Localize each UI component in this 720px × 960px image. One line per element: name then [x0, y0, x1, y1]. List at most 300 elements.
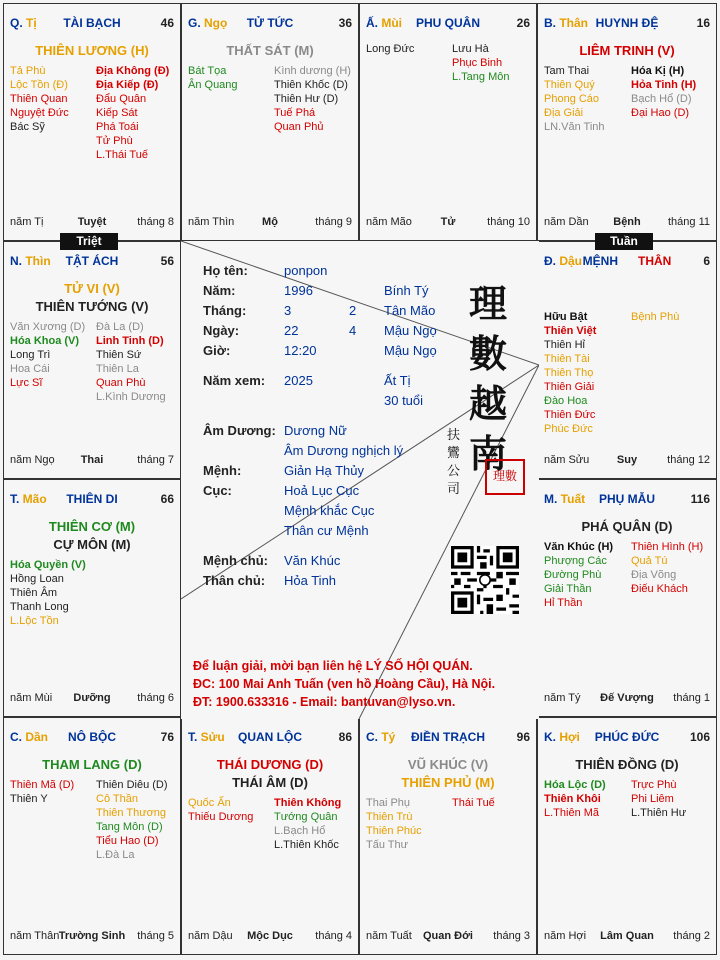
palace-thin[interactable] — [3, 241, 181, 479]
minor-star: L.Thiên Hư — [631, 807, 687, 819]
tuan-badge: Tuần — [595, 233, 653, 250]
palace-header — [544, 254, 710, 270]
palace-footer — [188, 216, 352, 230]
cuc-note-2: Thân cư Mệnh — [284, 523, 369, 538]
minor-star: Thiên Sứ — [96, 349, 142, 361]
palace-month: tháng 4 — [315, 930, 352, 942]
palace-year: năm Tuất — [366, 930, 412, 942]
minor-star: Thiên Quan — [10, 93, 68, 105]
minor-star: Bác Sỹ — [10, 121, 45, 133]
main-star: THAM LANG (D) — [42, 757, 142, 772]
year-value: 1996 — [284, 283, 313, 298]
palace-year: năm Mùi — [10, 692, 53, 704]
menh-chu-value: Văn Khúc — [284, 553, 341, 568]
palace-footer — [10, 692, 174, 706]
year-label: Năm: — [203, 283, 236, 298]
month-lunar: 2 — [349, 303, 357, 318]
star-list-left — [10, 320, 85, 390]
minor-star: Thiên Diêu (D) — [96, 779, 168, 791]
palace-prefix: K. — [544, 730, 560, 744]
star-list-right — [274, 796, 341, 852]
palace-branch: Hợi — [559, 730, 580, 744]
minor-star: Thiên Quý — [544, 79, 595, 91]
palace-footer — [544, 454, 710, 468]
palace-header — [544, 16, 710, 32]
minor-star: LN.Văn Tinh — [544, 121, 605, 133]
palace-age: 46 — [160, 16, 174, 30]
main-star: PHÁ QUÂN (D) — [581, 519, 673, 534]
minor-star: Thiên Trù — [366, 811, 413, 823]
main-star: THIÊN PHỦ (M) — [401, 775, 495, 790]
palace-age: 56 — [160, 254, 174, 268]
minor-star: Lưu Hà — [452, 43, 489, 55]
contact-phone-email: ĐT: 1900.633316 - Email: bantuvan@lyso.vn. — [193, 695, 456, 709]
minor-star: Quan Phù — [96, 377, 146, 389]
triet-badge: Triệt — [60, 233, 118, 250]
palace-header — [544, 492, 710, 508]
minor-star: L.Kình Dương — [96, 391, 166, 403]
minor-star: Lực Sĩ — [10, 377, 43, 389]
palace-prefix: T. — [188, 730, 201, 744]
cuc-note-1: Mệnh khắc Cục — [284, 503, 375, 518]
than-chu-label: Thân chủ: — [203, 573, 266, 588]
palace-branch: Thân — [559, 16, 589, 30]
minor-star: Hóa Kị (H) — [631, 65, 685, 77]
minor-star: Hóa Khoa (V) — [10, 335, 80, 347]
palace-header — [10, 492, 174, 508]
minor-star: Bát Tọa — [188, 65, 227, 77]
minor-star: Thiên La — [96, 363, 139, 375]
contact-address: ĐC: 100 Mai Anh Tuấn (ven hồ Hoàng Cầu), Hà Nội. — [193, 677, 496, 691]
palace-header — [10, 730, 174, 746]
menh-label: Mệnh: — [203, 463, 242, 478]
main-stars — [538, 518, 716, 536]
minor-star: Cô Thần — [96, 793, 138, 805]
main-star: THÁI DƯƠNG (D) — [216, 757, 324, 772]
palace-header — [544, 730, 710, 746]
main-star: THẤT SÁT (M) — [226, 43, 314, 58]
palace-stage: Quan Đới — [423, 930, 473, 942]
star-list-left — [10, 778, 74, 806]
palace-stage: Đế Vượng — [600, 692, 654, 704]
palace-prefix: G. — [188, 16, 205, 30]
palace-name: TÀI BẠCH — [63, 16, 121, 30]
minor-star: Địa Không (Đ) — [96, 65, 170, 77]
am-duong-note: Âm Dương nghịch lý — [284, 443, 404, 458]
minor-star: Thiên Khôi — [544, 793, 601, 805]
minor-star: Thiên Mã (D) — [10, 779, 75, 791]
palace-age: 76 — [160, 730, 174, 744]
palace-header — [188, 16, 352, 32]
palace-branch: Sửu — [200, 730, 225, 744]
minor-star: Thiên Hư (D) — [274, 93, 339, 105]
palace-age: 96 — [516, 730, 530, 744]
palace-name: THIÊN DI — [66, 492, 118, 506]
minor-star: Thiên Tài — [544, 353, 590, 365]
main-star: VŨ KHÚC (V) — [407, 757, 489, 772]
view-year-can-chi: Ất Tị — [384, 373, 411, 388]
palace-footer — [10, 930, 174, 944]
palace-prefix: M. — [544, 492, 561, 506]
palace-stage: Dưỡng — [73, 692, 111, 704]
palace-month: tháng 1 — [673, 692, 710, 704]
minor-star: Thiên Âm — [10, 587, 58, 599]
star-list-left — [366, 42, 414, 56]
hour-value: 12:20 — [284, 343, 317, 358]
star-list-right — [631, 778, 686, 820]
palace-footer — [544, 692, 710, 706]
month-label: Tháng: — [203, 303, 247, 318]
star-list-left — [10, 64, 69, 134]
minor-star: Thiên Thọ — [544, 367, 594, 379]
palace-name: TẬT ÁCH — [65, 254, 119, 268]
main-stars — [182, 42, 358, 60]
palace-stage: Mộc Dục — [247, 930, 293, 942]
seal-text: 扶鸞公司 — [447, 428, 461, 497]
star-list-left — [366, 796, 422, 852]
minor-star: Thiên Khốc (D) — [274, 79, 348, 91]
red-stamp: 理數 — [485, 459, 525, 495]
minor-star: L.Thiên Mã — [544, 807, 600, 819]
star-list-right — [96, 320, 166, 404]
month-can-chi: Tân Mão — [384, 303, 436, 318]
palace-branch: Ngọ — [204, 16, 228, 30]
palace-name: HUYNH ĐỆ — [595, 16, 659, 30]
main-stars — [182, 756, 358, 792]
main-star: THIÊN TƯỚNG (V) — [35, 299, 149, 314]
palace-title — [366, 730, 530, 744]
star-list-left — [544, 540, 613, 610]
minor-star: Tử Phù — [96, 135, 133, 147]
star-list-right — [631, 64, 696, 120]
cuc-value: Hoả Lục Cục — [284, 483, 360, 498]
minor-star: Quả Tú — [631, 555, 668, 567]
minor-star: L.Thái Tuế — [96, 149, 148, 161]
palace-year: năm Tý — [544, 692, 581, 704]
main-star: THIÊN ĐỒNG (D) — [575, 757, 679, 772]
hour-label: Giờ: — [203, 343, 231, 358]
palace-title — [544, 254, 710, 268]
palace-prefix: B. — [544, 16, 560, 30]
palace-mao[interactable] — [3, 479, 181, 717]
palace-year: năm Dần — [544, 216, 589, 228]
palace-age: 6 — [703, 254, 710, 268]
palace-hoi[interactable] — [537, 717, 717, 955]
minor-star: Hỏa Tinh (H) — [631, 79, 697, 91]
minor-star: Quan Phủ — [274, 121, 324, 133]
palace-branch: Dần — [25, 730, 49, 744]
palace-header — [188, 730, 352, 746]
palace-age: 106 — [689, 730, 710, 744]
minor-star: Thiên Không — [274, 797, 342, 809]
star-list-right — [631, 310, 679, 324]
palace-prefix: T. — [10, 492, 23, 506]
palace-age: 26 — [516, 16, 530, 30]
palace-stage: Lâm Quan — [600, 930, 654, 942]
minor-star: Thái Tuế — [452, 797, 495, 809]
palace-year: năm Thìn — [188, 216, 235, 228]
star-list-right — [96, 64, 169, 162]
palace-branch: Tị — [26, 16, 37, 30]
minor-star: Văn Xương (D) — [10, 321, 86, 333]
palace-dau[interactable] — [537, 241, 717, 479]
minor-star: Thanh Long — [10, 601, 69, 613]
minor-star: Hoa Cái — [10, 363, 50, 375]
palace-name: PHÚC ĐỨC — [594, 730, 660, 744]
contact-line-1: Để luận giải, mời bạn liên hệ LÝ SỐ HỘI QUÁN. — [193, 659, 473, 673]
star-list-right — [452, 42, 509, 84]
minor-star: Địa Giải — [544, 107, 584, 119]
hour-can-chi: Mậu Ngọ — [384, 343, 437, 358]
palace-branch: Thìn — [25, 254, 51, 268]
minor-star: Hồng Loan — [10, 573, 64, 585]
palace-age: 36 — [338, 16, 352, 30]
palace-month: tháng 9 — [315, 216, 352, 228]
minor-star: Long Trì — [10, 349, 51, 361]
palace-footer — [366, 930, 530, 944]
minor-star: Hóa Quyền (V) — [10, 559, 86, 571]
minor-star: Giải Thần — [544, 583, 592, 595]
main-stars — [4, 756, 180, 774]
minor-star: Thiên Việt — [544, 325, 597, 337]
palace-header — [10, 16, 174, 32]
am-duong-value: Dương Nữ — [284, 423, 347, 438]
main-stars — [538, 756, 716, 774]
palace-branch: Tuất — [560, 492, 586, 506]
minor-star: Điếu Khách — [631, 583, 688, 595]
palace-title — [188, 730, 352, 744]
palace-prefix: N. — [10, 254, 26, 268]
minor-star: Thiên Hỉ — [544, 339, 585, 351]
menh-value: Giản Hạ Thủy — [284, 463, 364, 478]
minor-star: Phúc Đức — [544, 423, 593, 435]
minor-star: Đào Hoa — [544, 395, 588, 407]
star-list-left — [188, 64, 238, 92]
palace-branch: Dậu — [559, 254, 583, 268]
minor-star: Hóa Lộc (D) — [544, 779, 606, 791]
palace-title — [366, 16, 530, 30]
palace-name: NÔ BỘC — [68, 730, 116, 744]
minor-star: Đường Phù — [544, 569, 602, 581]
minor-star: Kình dương (H) — [274, 65, 351, 77]
palace-stage: Suy — [616, 454, 638, 466]
palace-title — [544, 730, 710, 744]
star-list-right — [452, 796, 495, 810]
palace-name: QUAN LỘC — [238, 730, 302, 744]
palace-age: 116 — [690, 492, 710, 506]
palace-title — [188, 16, 352, 30]
palace-month: tháng 10 — [487, 216, 530, 228]
minor-star: Bạch Hổ (D) — [631, 93, 692, 105]
minor-star: Thiên Thương — [96, 807, 167, 819]
minor-star: Văn Khúc (H) — [544, 541, 614, 553]
month-value: 3 — [284, 303, 292, 318]
calligraphy-char-1: 理 — [469, 281, 508, 326]
than-marker: THÂN — [638, 254, 672, 268]
day-can-chi: Mậu Ngọ — [384, 323, 437, 338]
minor-star: Tuế Phá — [274, 107, 316, 119]
minor-star: Địa Võng — [631, 569, 677, 581]
palace-prefix: Q. — [10, 16, 27, 30]
palace-stage: Bệnh — [613, 216, 641, 228]
main-star: LIÊM TRINH (V) — [579, 43, 675, 58]
age-value: 30 tuổi — [384, 393, 424, 408]
palace-dan[interactable] — [3, 717, 181, 955]
minor-star: Phong Cáo — [544, 93, 600, 105]
palace-prefix: C. — [366, 730, 382, 744]
palace-suu[interactable] — [181, 717, 359, 955]
palace-footer — [10, 216, 174, 230]
star-list-left — [544, 64, 605, 134]
minor-star: Hỉ Thần — [544, 597, 583, 609]
main-star: THÁI ÂM (D) — [232, 775, 308, 790]
minor-star: Trực Phù — [631, 779, 677, 791]
minor-star: Địa Kiếp (Đ) — [96, 79, 159, 91]
palace-year: năm Mão — [366, 216, 412, 228]
palace-footer — [544, 216, 710, 230]
palace-footer — [10, 454, 174, 468]
palace-footer — [366, 216, 530, 230]
palace-branch: Mùi — [381, 16, 403, 30]
day-lunar: 4 — [349, 323, 357, 338]
star-list-right — [274, 64, 351, 134]
palace-ti[interactable] — [3, 3, 181, 241]
palace-name: PHU QUÂN — [415, 16, 480, 30]
palace-age: 86 — [338, 730, 352, 744]
minor-star: Tướng Quân — [274, 811, 338, 823]
minor-star: Long Đức — [366, 43, 415, 55]
palace-month: tháng 6 — [137, 692, 174, 704]
calligraphy-char-2: 數 — [469, 331, 508, 376]
minor-star: Thiên Hình (H) — [631, 541, 704, 553]
palace-age: 16 — [696, 16, 710, 30]
than-chu-value: Hỏa Tinh — [284, 573, 337, 588]
day-label: Ngày: — [203, 323, 240, 338]
main-star: THIÊN LƯƠNG (H) — [35, 43, 149, 58]
minor-star: Hữu Bật — [544, 311, 588, 323]
palace-ngo[interactable] — [181, 3, 359, 241]
palace-year: năm Sửu — [544, 454, 590, 466]
palace-branch: Mão — [22, 492, 47, 506]
day-value: 22 — [284, 323, 299, 338]
palace-name: PHỤ MẪU — [599, 492, 655, 506]
palace-month: tháng 7 — [137, 454, 174, 466]
minor-star: L.Lộc Tồn — [10, 615, 59, 627]
palace-header — [366, 730, 530, 746]
palace-stage: Tuyệt — [77, 216, 107, 228]
minor-star: Ân Quang — [188, 79, 238, 91]
minor-star: Thiên Phúc — [366, 825, 422, 837]
palace-month: tháng 5 — [137, 930, 174, 942]
palace-name: MỆNH — [582, 254, 618, 268]
minor-star: L.Tang Môn — [452, 71, 510, 83]
palace-header — [366, 16, 530, 32]
main-stars — [4, 518, 180, 554]
main-stars — [360, 756, 536, 792]
am-duong-label: Âm Dương: — [203, 423, 276, 438]
main-stars — [4, 280, 180, 316]
minor-star: Kiếp Sát — [96, 107, 138, 119]
palace-prefix: Ấ. — [366, 16, 382, 30]
palace-tuat[interactable] — [537, 479, 717, 717]
star-list-right — [96, 778, 168, 862]
view-year-value: 2025 — [284, 373, 313, 388]
calligraphy-char-3: 越 — [469, 381, 508, 426]
minor-star: Phục Binh — [452, 57, 503, 69]
palace-prefix: Đ. — [544, 254, 560, 268]
main-stars — [538, 42, 716, 60]
main-star: CỰ MÔN (M) — [53, 537, 131, 552]
name-value: ponpon — [284, 263, 328, 278]
minor-star: Phi Liêm — [631, 793, 674, 805]
star-list-left — [544, 778, 606, 820]
minor-star: Tang Môn (D) — [96, 821, 163, 833]
main-star: THIÊN CƠ (M) — [48, 519, 136, 534]
minor-star: Đà La (D) — [96, 321, 144, 333]
star-list-right — [631, 540, 703, 596]
palace-name: TỬ TỨC — [246, 16, 294, 30]
palace-than[interactable] — [537, 3, 717, 241]
minor-star: Thiên Đức — [544, 409, 596, 421]
view-year-label: Năm xem: — [203, 373, 266, 388]
palace-stage: Thai — [80, 454, 104, 466]
minor-star: Thiếu Dương — [188, 811, 254, 823]
palace-year: năm Hợi — [544, 930, 587, 942]
palace-year: năm Dậu — [188, 930, 233, 942]
palace-year: năm Tị — [10, 216, 44, 228]
palace-title — [544, 16, 710, 30]
minor-star: Đẩu Quân — [96, 93, 147, 105]
center-info-panel — [181, 241, 539, 719]
palace-header — [10, 254, 174, 270]
palace-month: tháng 11 — [667, 216, 710, 228]
year-can-chi: Bính Tý — [384, 283, 429, 298]
minor-star: Tiểu Hao (D) — [96, 835, 159, 847]
palace-mui[interactable] — [359, 3, 537, 241]
minor-star: Thiên Y — [10, 793, 48, 805]
palace-title — [10, 254, 174, 268]
minor-star: L.Thiên Khốc — [274, 839, 339, 851]
palace-title — [10, 730, 174, 744]
star-list-left — [10, 558, 86, 628]
palace-prefix: C. — [10, 730, 26, 744]
main-stars — [4, 42, 180, 60]
qr-code-icon — [451, 546, 519, 614]
star-list-left — [544, 310, 596, 436]
minor-star: L.Bạch Hổ — [274, 825, 326, 837]
minor-star: Bệnh Phù — [631, 311, 680, 323]
palace-month: tháng 8 — [137, 216, 174, 228]
minor-star: Phượng Các — [544, 555, 607, 567]
palace-title — [10, 492, 174, 506]
minor-star: Tấu Thư — [366, 839, 409, 851]
star-list-left — [188, 796, 253, 824]
palace-stage: Tử — [440, 216, 456, 228]
palace-stage: Mộ — [262, 216, 278, 228]
palace-age: 66 — [160, 492, 174, 506]
palace-ty[interactable] — [359, 717, 537, 955]
main-star: TỬ VI (V) — [64, 281, 120, 296]
minor-star: Quốc Ấn — [188, 797, 231, 809]
palace-year: năm Ngọ — [10, 454, 55, 466]
minor-star: Thai Phụ — [366, 797, 411, 809]
palace-stage: Trường Sinh — [58, 930, 126, 942]
menh-chu-label: Mệnh chủ: — [203, 553, 268, 568]
palace-branch: Tý — [381, 730, 396, 744]
minor-star: Đại Hao (D) — [631, 107, 690, 119]
minor-star: Thiên Giải — [544, 381, 595, 393]
minor-star: Tả Phù — [10, 65, 46, 77]
